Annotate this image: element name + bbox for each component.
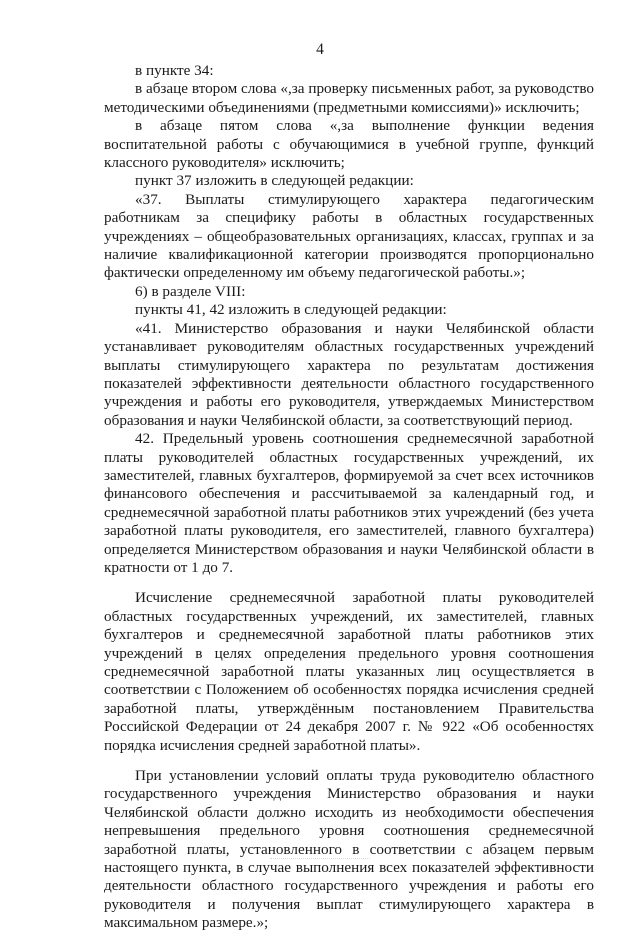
document-body [104,62,594,933]
paragraph-conditions: При установлении условий оплаты труда руководителю областного государственного учреждения Министерство образования и науки Челябинской области должно исходить из необходимости обеспечения непревышения предельного уровня соотношения среднемесячной заработной платы, установленного в соответствии с абзацем первым настоящего пункта, в случае выполнения всех показателей эффективности деятельности областного государственного учреждения и работы его руководителя и получения выплат стимулирующего характера в максимальном размере.»; [104,767,594,932]
paragraph-point-34: в пункте 34: [135,62,214,79]
footer-divider [270,858,370,863]
page-number: 4 [316,41,324,58]
paragraph-abzac-2: в абзаце втором слова «,за проверку письменных работ, за руководство методическими объединениями (предметными комиссиями)» исключить; [104,80,594,116]
paragraph-points-41-42-intro: пункты 41, 42 изложить в следующей редакции: [135,301,447,319]
paragraph-calculation: Исчисление среднемесячной заработной платы руководителей областных государственных учреждений, их заместителей, главных бухгалтеров и среднемесячной заработной платы работников этих учреждений в целях определения предельного уровня соотношения среднемесячной заработной платы указанных лиц осуществляется в соответствии с Положением об особенностях порядка исчисления средней заработной платы, утверждённым постановлением Правительства Российской Федерации от 24 декабря 2007 г. № 922 «Об особенностях порядка исчисления средней заработной платы». [104,589,594,754]
paragraph-section-viii: 6) в разделе VIII: [135,282,246,300]
paragraph-point-37-intro: пункт 37 изложить в следующей редакции: [135,172,414,190]
paragraph-point-42: 42. Предельный уровень соотношения среднемесячной заработной платы руководителей областных государственных учреждений, их заместителей, главных бухгалтеров, формируемой за счет всех источников финансового обеспечения и рассчитываемой за календарный год, и среднемесячной заработной платы работников этих учреждений (без учета заработной платы руководителя, его заместителей, главного бухгалтера) определяется Министерством образования и науки Челябинской области в кратности от 1 до 7. [104,430,594,576]
paragraph-point-41: «41. Министерство образования и науки Челябинской области устанавливает руководителям областных государственных учреждений выплаты стимулирующего характера по результатам достижения показателей эффективности деятельности областного государственного учреждения и работы его руководителя, утверждаемых Министерством образования и науки Челябинской области, за соответствующий период. [104,319,594,429]
paragraph-point-37: «37. Выплаты стимулирующего характера педагогическим работникам за специфику работы в областных государственных учреждениях – общеобразовательных организациях, классах, группах и за наличие квалификационной категории производятся пропорционально фактически определенному им объему педагогической работы.»; [104,190,594,282]
paragraph-abzac-5: в абзаце пятом слова «,за выполнение функции ведения воспитательной работы с обучающимися в учебной группе, функций классного руководителя» исключить; [104,117,594,172]
